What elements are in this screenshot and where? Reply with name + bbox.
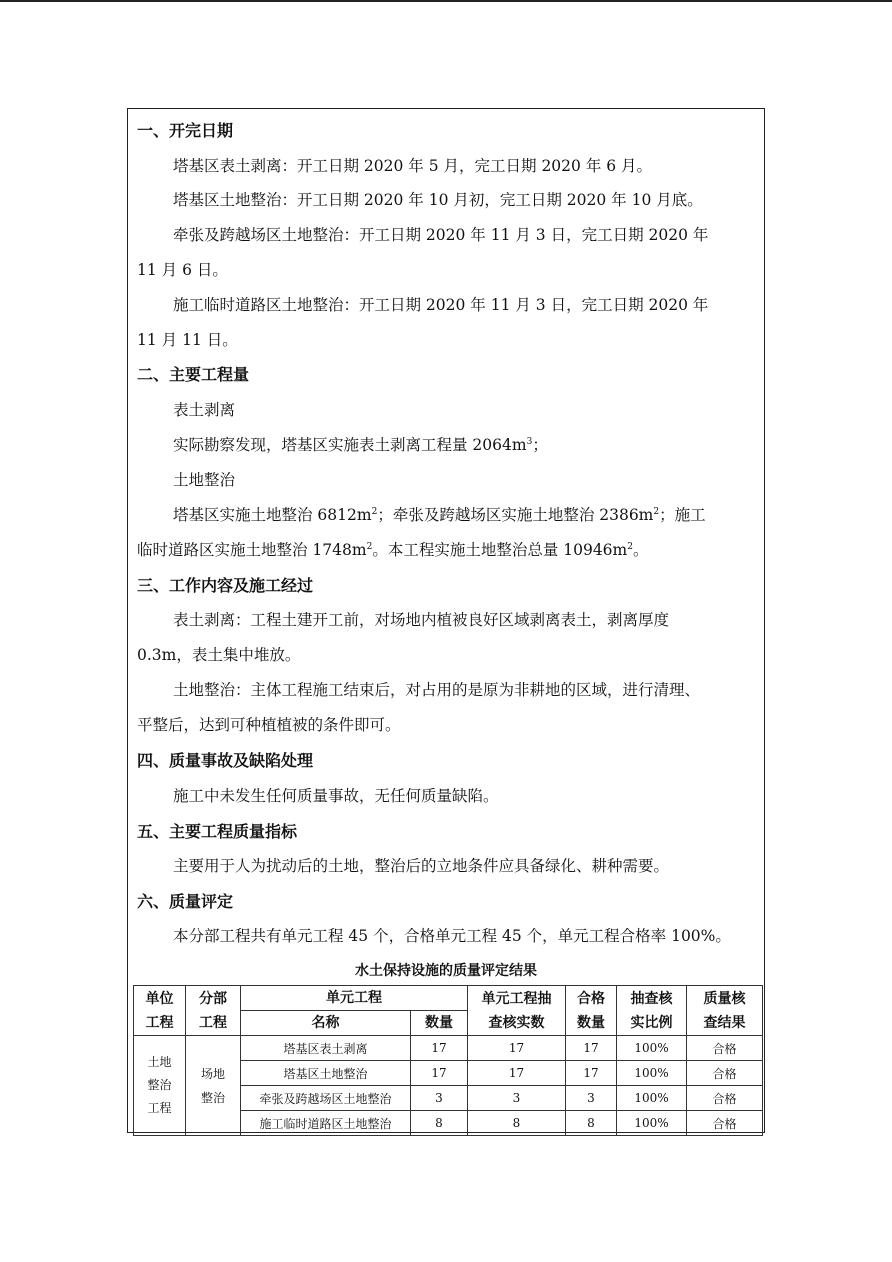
cell-name: 塔基区表土剥离 xyxy=(241,1036,411,1061)
cell-unit-group: 土地 整治 工程 xyxy=(134,1036,186,1136)
cell-sample: 3 xyxy=(468,1086,566,1111)
cell-sample: 17 xyxy=(468,1036,566,1061)
header-name: 名称 xyxy=(241,1011,411,1036)
subheading-topsoil-stripping: 表土剥离 xyxy=(173,401,236,419)
paragraph-tension-site-dates-cont: 11 月 6 日。 xyxy=(137,261,228,279)
cell-qualified: 17 xyxy=(566,1036,617,1061)
paragraph-accidents: 施工中未发生任何质量事故，无任何质量缺陷。 xyxy=(173,787,499,805)
paragraph-stripping-quantity: 实际勘察发现，塔基区实施表土剥离工程量 $2064m^3$； xyxy=(173,436,548,454)
cell-qualified: 3 xyxy=(566,1086,617,1111)
paragraph-tension-site-dates: 牵张及跨越场区土地整治：开工日期 2020 年 11 月 3 日，完工日期 2020 年 xyxy=(173,226,709,244)
section-heading-quality-index: 五、主要工程质量指标 xyxy=(137,822,298,841)
header-sub-project: 分部 工程 xyxy=(186,986,241,1036)
header-unit-project: 单位 工程 xyxy=(134,986,186,1036)
paragraph-land-process: 土地整治：主体工程施工结束后，对占用的是原为非耕地的区域，进行清理、 xyxy=(173,681,701,699)
cell-ratio: 100% xyxy=(617,1036,687,1061)
paragraph-stripping-process: 表土剥离：工程土建开工前，对场地内植被良好区域剥离表土，剥离厚度 xyxy=(173,611,670,629)
table-caption: 水土保持设施的质量评定结果 xyxy=(355,963,537,979)
section-heading-dates: 一、开完日期 xyxy=(137,121,234,140)
paragraph-tower-stripping-dates: 塔基区表土剥离：开工日期 2020 年 5 月，完工日期 2020 年 6 月。 xyxy=(173,157,653,175)
header-check-result: 质量核 查结果 xyxy=(687,986,763,1036)
cell-count: 3 xyxy=(411,1086,468,1111)
cell-sample: 17 xyxy=(468,1061,566,1086)
cell-ratio: 100% xyxy=(617,1111,687,1136)
page-top-rule xyxy=(0,0,892,2)
cell-qualified: 17 xyxy=(566,1061,617,1086)
cell-result: 合格 xyxy=(687,1061,763,1086)
section-heading-work-content: 三、工作内容及施工经过 xyxy=(137,576,314,595)
paragraph-quality-index: 主要用于人为扰动后的土地，整治后的立地条件应具备绿化、耕种需要。 xyxy=(173,857,670,875)
section-heading-quantities: 二、主要工程量 xyxy=(137,365,250,384)
paragraph-temp-road-dates: 施工临时道路区土地整治：开工日期 2020 年 11 月 3 日，完工日期 2020 年 xyxy=(173,296,709,314)
cell-ratio: 100% xyxy=(617,1061,687,1086)
cell-name: 塔基区土地整治 xyxy=(241,1061,411,1086)
cell-result: 合格 xyxy=(687,1086,763,1111)
cell-sub-group: 场地 整治 xyxy=(186,1036,241,1136)
header-qualified-count: 合格 数量 xyxy=(566,986,617,1036)
quality-result-table xyxy=(133,985,763,1136)
paragraph-temp-road-dates-cont: 11 月 11 日。 xyxy=(137,331,238,349)
cell-result: 合格 xyxy=(687,1036,763,1061)
subheading-land-consolidation: 土地整治 xyxy=(173,471,236,489)
cell-result: 合格 xyxy=(687,1111,763,1136)
cell-count: 17 xyxy=(411,1061,468,1086)
cell-sample: 8 xyxy=(468,1111,566,1136)
header-sample-count: 单元工程抽 查核实数 xyxy=(468,986,566,1036)
table-row xyxy=(134,1036,763,1061)
paragraph-land-quantity: 塔基区实施土地整治 $6812m^2$；牵张及跨越场区实施土地整治 $2386m^2$；施工 xyxy=(173,506,706,524)
section-heading-accidents: 四、质量事故及缺陷处理 xyxy=(137,751,314,770)
header-check-ratio: 抽查核 实比例 xyxy=(617,986,687,1036)
header-count: 数量 xyxy=(411,1011,468,1036)
cell-qualified: 8 xyxy=(566,1111,617,1136)
cell-count: 17 xyxy=(411,1036,468,1061)
paragraph-land-process-cont: 平整后，达到可种植植被的条件即可。 xyxy=(137,716,401,734)
header-unit-element: 单元工程 xyxy=(241,986,468,1011)
cell-name: 施工临时道路区土地整治 xyxy=(241,1111,411,1136)
section-heading-quality-assessment: 六、质量评定 xyxy=(137,892,234,911)
cell-ratio: 100% xyxy=(617,1086,687,1111)
cell-count: 8 xyxy=(411,1111,468,1136)
paragraph-land-quantity-cont: 临时道路区实施土地整治 $1748m^2$。本工程实施土地整治总量 $10946m^2$。 xyxy=(137,541,649,559)
paragraph-stripping-process-cont: 0.3m，表土集中堆放。 xyxy=(137,646,301,664)
cell-name: 牵张及跨越场区土地整治 xyxy=(241,1086,411,1111)
paragraph-quality-assessment: 本分部工程共有单元工程 45 个，合格单元工程 45 个，单元工程合格率 100%。 xyxy=(173,927,731,945)
paragraph-tower-land-dates: 塔基区土地整治：开工日期 2020 年 10 月初，完工日期 2020 年 10 月底。 xyxy=(173,191,703,209)
